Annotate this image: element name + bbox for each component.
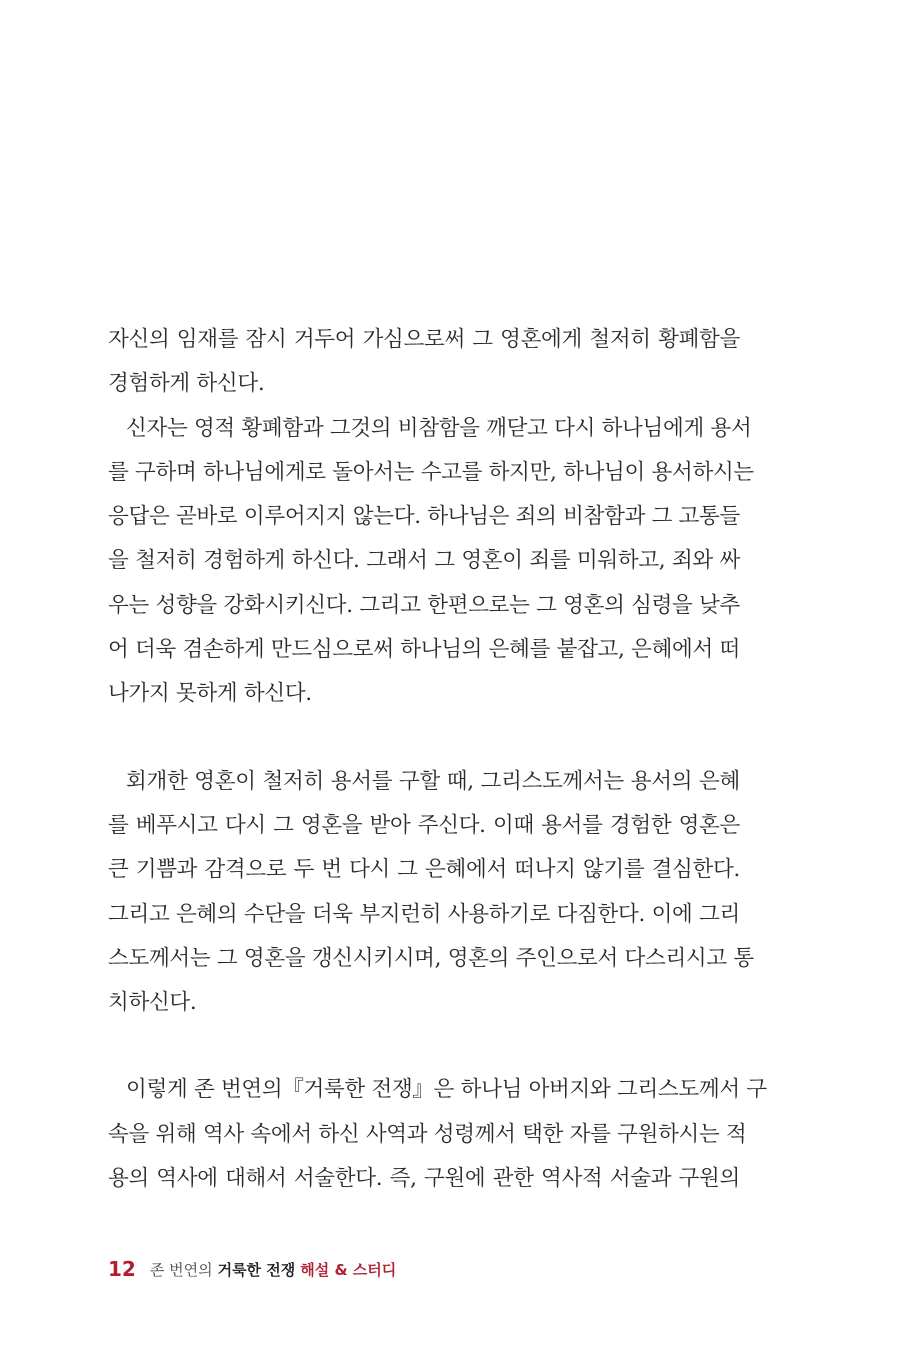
paragraph-3 bbox=[108, 760, 754, 1026]
text-line: 이렇게 존 번연의『거룩한 전쟁』은 하나님 아버지와 그리스도께서 구 bbox=[126, 1077, 767, 1103]
paragraph-spacer bbox=[108, 1025, 740, 1068]
book-title-suffix: 해설 & 스터디 bbox=[300, 1260, 397, 1279]
text-line: 자신의 임재를 잠시 거두어 가심으로써 그 영혼에게 철저히 황폐함을 bbox=[108, 327, 740, 352]
text-line: 나가지 못하게 하신다. bbox=[108, 681, 312, 707]
text-line: 신자는 영적 황폐함과 그것의 비참함을 깨닫고 다시 하나님에게 용서 bbox=[126, 415, 752, 441]
page-footer bbox=[108, 1254, 396, 1284]
text-line: 그리고 은혜의 수단을 더욱 부지런히 사용하기로 다짐한다. 이에 그리 bbox=[108, 901, 740, 927]
paragraph-1 bbox=[108, 318, 740, 407]
text-line: 경험하게 하신다. bbox=[108, 371, 265, 397]
text-line: 를 구하며 하나님에게로 돌아서는 수고를 하지만, 하나님이 용서하시는 bbox=[108, 459, 754, 485]
text-line: 를 베푸시고 다시 그 영혼을 받아 주신다. 이때 용서를 경험한 영혼은 bbox=[108, 812, 740, 838]
text-line: 회개한 영혼이 철저히 용서를 구할 때, 그리스도께서는 용서의 은혜 bbox=[126, 768, 740, 794]
text-line: 큰 기쁨과 감격으로 두 번 다시 그 은혜에서 떠나지 않기를 결심한다. bbox=[108, 857, 740, 883]
paragraph-spacer bbox=[108, 717, 740, 760]
book-title: 거룩한 전쟁 bbox=[217, 1260, 296, 1279]
page-number: 12 bbox=[108, 1257, 136, 1281]
text-line: 우는 성향을 강화시키신다. 그리고 한편으로는 그 영혼의 심령을 낮추 bbox=[108, 592, 740, 618]
page-body bbox=[108, 318, 767, 1201]
text-line: 용의 역사에 대해서 서술한다. 즉, 구원에 관한 역사적 서술과 구원의 bbox=[108, 1166, 740, 1192]
paragraph-2 bbox=[108, 407, 754, 717]
text-line: 스도께서는 그 영혼을 갱신시키시며, 영혼의 주인으로서 다스리시고 통 bbox=[108, 945, 754, 971]
book-title-prefix: 존 번연의 bbox=[149, 1260, 213, 1279]
text-line: 속을 위해 역사 속에서 하신 사역과 성령께서 택한 자를 구원하시는 적 bbox=[108, 1121, 747, 1147]
text-line: 치하신다. bbox=[108, 990, 197, 1016]
text-line: 응답은 곧바로 이루어지지 않는다. 하나님은 죄의 비참함과 그 고통들 bbox=[108, 504, 740, 530]
text-line: 을 철저히 경험하게 하신다. 그래서 그 영혼이 죄를 미워하고, 죄와 싸 bbox=[108, 548, 740, 574]
paragraph-4 bbox=[108, 1068, 767, 1201]
text-line: 어 더욱 겸손하게 만드심으로써 하나님의 은혜를 붙잡고, 은혜에서 떠 bbox=[108, 637, 740, 663]
